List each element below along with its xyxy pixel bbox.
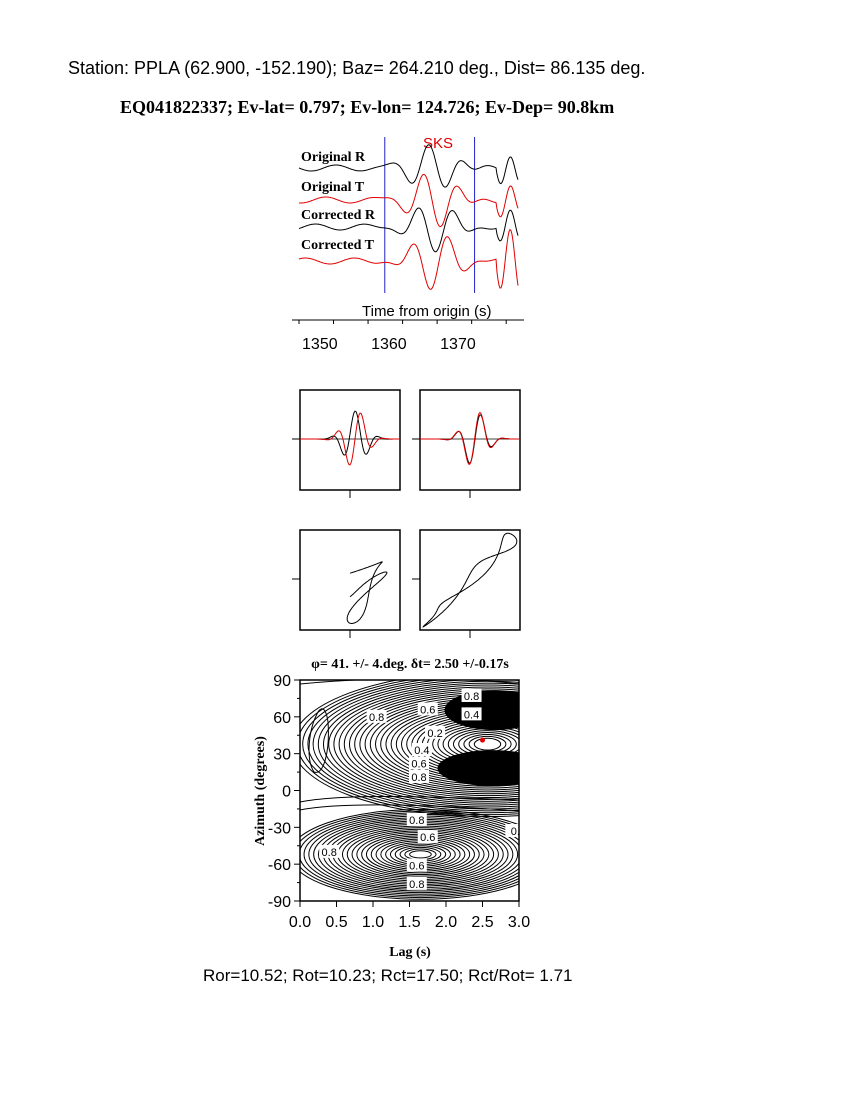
contour-ring — [410, 851, 432, 858]
trace-label: Original R — [301, 150, 366, 165]
panel-frame — [300, 530, 400, 630]
contour-label: 0. — [510, 826, 520, 839]
time-tick-label: 1360 — [371, 336, 407, 353]
x-tick-label: 2.0 — [434, 914, 458, 931]
seismogram-panel — [292, 135, 524, 353]
x-tick-label: 1.5 — [398, 914, 421, 931]
event-info-line: EQ041822337; Ev-lat= 0.797; Ev-lon= 124.726; Ev-Dep= 90.8km — [120, 97, 615, 117]
waveform-overlay-corrected — [412, 390, 520, 498]
x-tick-label: 0.0 — [288, 914, 312, 931]
contour-label: 0.6 — [411, 758, 427, 771]
y-tick-label: 60 — [273, 709, 291, 727]
contour-core-upper — [445, 690, 545, 730]
transverse-waveform — [420, 413, 520, 465]
radial-waveform — [300, 411, 400, 455]
energy-grid-panel — [253, 657, 683, 960]
y-tick-label: 0 — [282, 783, 291, 801]
trace-label: Corrected R — [301, 208, 375, 223]
contour-sweep — [300, 805, 520, 811]
particle-motion-corrected — [412, 530, 520, 638]
panel-frame — [420, 390, 520, 490]
best-fit-marker — [480, 738, 485, 743]
phase-label: SKS — [422, 135, 454, 152]
ratios-line: Ror=10.52; Rot=10.23; Rct=17.50; Rct/Rot= 1.71 — [203, 966, 573, 985]
time-tick-label: 1350 — [302, 336, 338, 353]
contour-label: 0.8 — [409, 814, 425, 827]
y-tick-label: 30 — [273, 746, 291, 764]
contour-lines — [290, 672, 683, 899]
contour-label: 0.8 — [463, 690, 480, 703]
contour-label: 0.6 — [409, 860, 425, 873]
y-tick-label: -30 — [267, 820, 291, 838]
waveform-overlay-original — [292, 390, 400, 498]
y-tick-label: 90 — [273, 673, 291, 690]
time-tick-label: 1370 — [440, 336, 476, 353]
particle-motion-panels — [292, 530, 520, 638]
x-tick-label: 1.0 — [361, 914, 385, 931]
y-tick-label: -60 — [267, 857, 291, 875]
contour-core-lower — [438, 750, 548, 786]
contour-label: 0.8 — [321, 846, 337, 859]
contour-label: 0.8 — [369, 711, 385, 724]
particle-motion-path — [347, 562, 387, 624]
x-tick-label: 3.0 — [507, 914, 531, 931]
x-axis-label: Lag (s) — [389, 945, 431, 960]
x-tick-label: 2.5 — [471, 914, 494, 931]
x-tick-label: 0.5 — [325, 914, 348, 931]
contour-label: 0.4 — [414, 744, 430, 757]
grid-title: φ= 41. +/- 4.deg. δt= 2.50 +/-0.17s — [311, 657, 509, 672]
contour-label: 0.6 — [420, 832, 436, 845]
contour-label: 0.2 — [427, 727, 443, 740]
contour-ring — [474, 738, 500, 750]
panel-frame — [300, 390, 400, 490]
contour-label: 0.4 — [463, 709, 480, 722]
contour-label: 0.8 — [409, 878, 425, 891]
contour-label: 0.8 — [411, 771, 427, 784]
particle-motion-path — [423, 533, 517, 627]
trace-label: Original T — [301, 180, 365, 195]
contour-label: 0.6 — [420, 704, 436, 717]
y-axis-label: Azimuth (degrees) — [253, 736, 268, 846]
trace-label: Corrected T — [301, 238, 374, 253]
y-tick-label: -90 — [267, 894, 291, 911]
time-axis-label: Time from origin (s) — [362, 303, 492, 320]
particle-motion-original — [292, 530, 400, 638]
waveform-overlay-panels — [292, 390, 520, 498]
station-info-line: Station: PPLA (62.900, -152.190); Baz= 264.210 deg., Dist= 86.135 deg. — [68, 58, 646, 78]
